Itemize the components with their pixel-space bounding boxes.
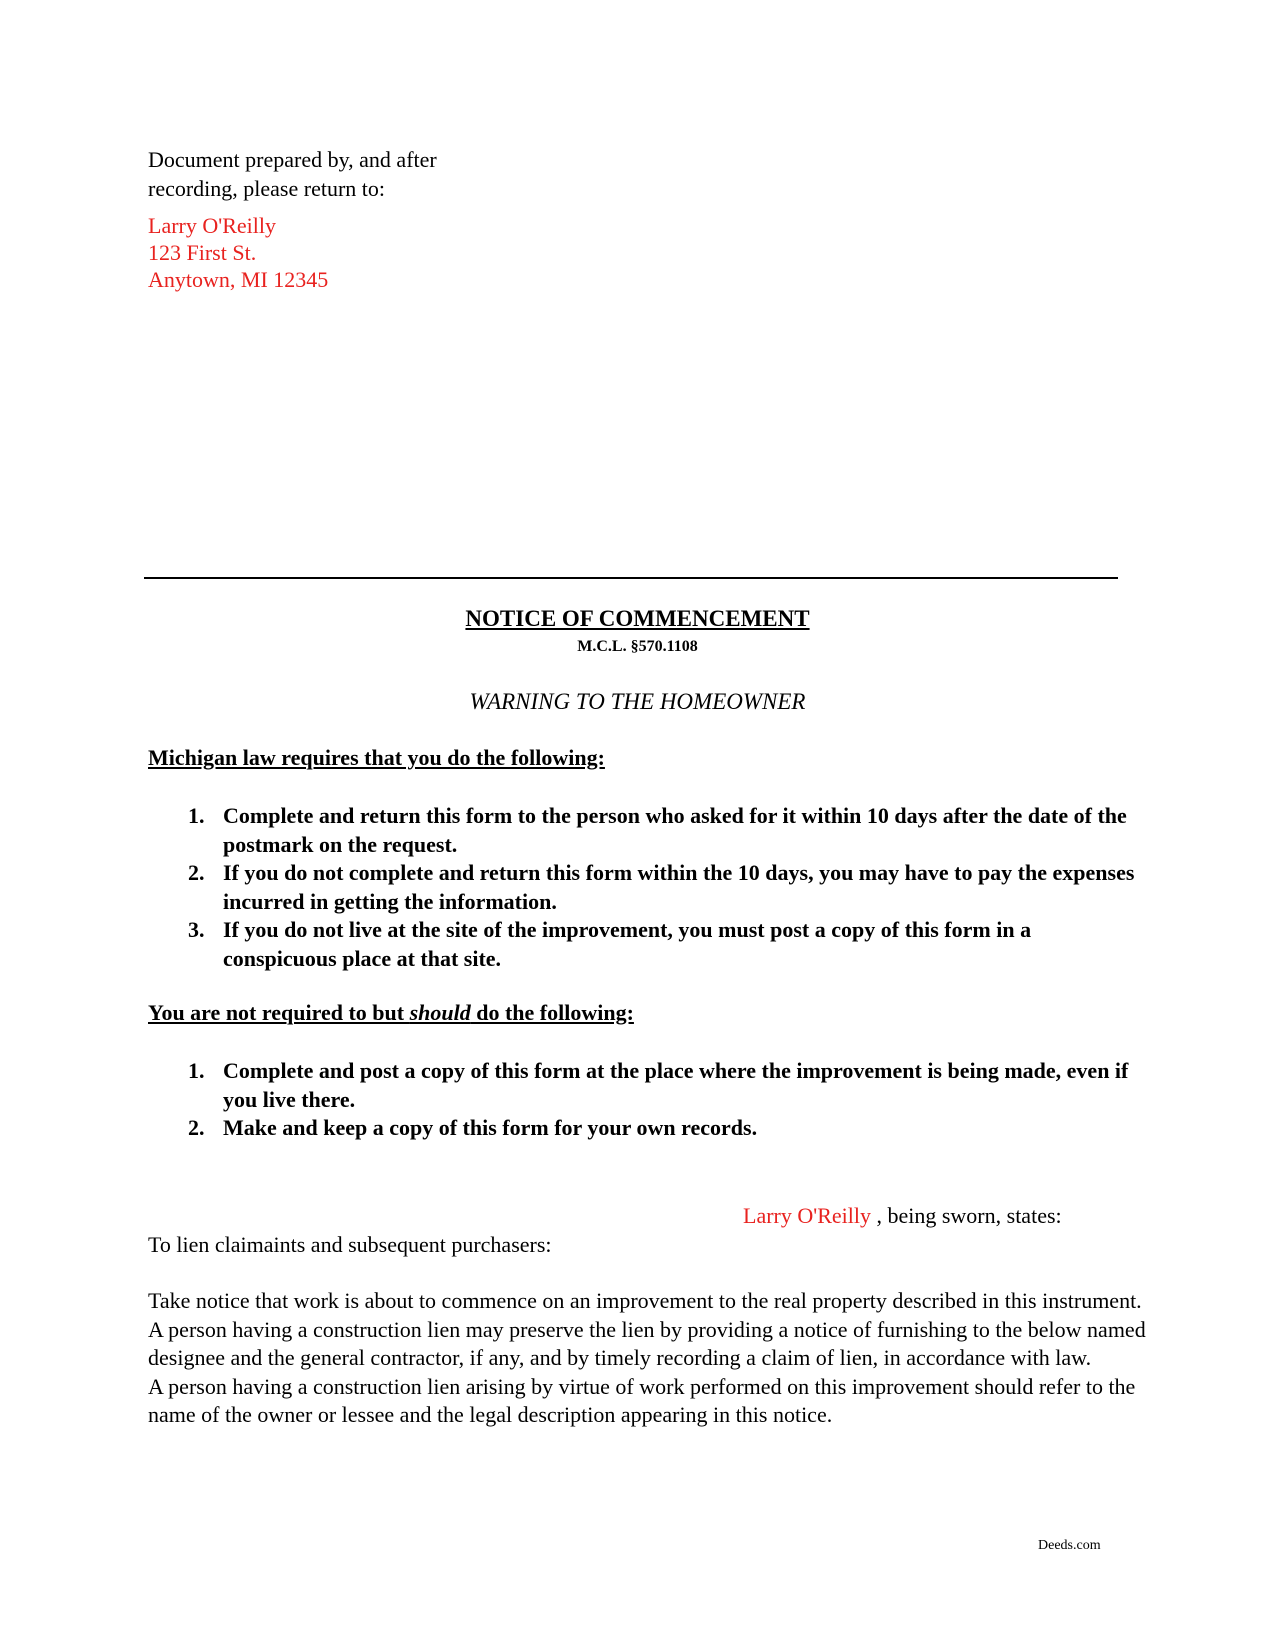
notice-paragraph: Take notice that work is about to commence on an improvement to the real property described in this instrument. A person having a construction lien may preserve the lien by providing a notice of furnishing to the below named designee and the general contractor, if any, and by timely recording a claim of lien, in accordance with law. (148, 1288, 1146, 1370)
return-name: Larry O'Reilly (148, 213, 276, 238)
statute-citation: M.C.L. §570.1108 (577, 638, 698, 655)
affiant-name: Larry O'Reilly (743, 1203, 871, 1228)
footer-brand: Deeds.com (1038, 1538, 1101, 1553)
list-text: If you do not live at the site of the improvement, you must post a copy of this form in a conspicuous place at that site. (223, 917, 1032, 971)
list-number: 2. (188, 1115, 205, 1140)
list-item (180, 1057, 1140, 1114)
list-number: 3. (188, 917, 205, 942)
recommended-heading (148, 1000, 634, 1026)
list-text: If you do not complete and return this form within the 10 days, you may have to pay the expenses incurred in getting the information. (223, 860, 1135, 914)
sworn-statement (743, 1203, 1062, 1229)
recommended-heading-start: You are not required to but (148, 1000, 410, 1025)
prepared-by-text: Document prepared by, and after recording, please return to: (148, 147, 437, 201)
return-address (148, 212, 328, 293)
recommended-heading-end: do the following: (470, 1000, 634, 1025)
list-number: 1. (188, 1058, 205, 1083)
list-item (180, 802, 1140, 859)
list-text: Make and keep a copy of this form for your own records. (223, 1115, 758, 1140)
list-text: Complete and return this form to the person who asked for it within 10 days after the date of the postmark on the request. (223, 803, 1127, 857)
required-list (180, 802, 1140, 973)
homeowner-warning: WARNING TO THE HOMEOWNER (469, 689, 806, 714)
list-item (180, 1114, 1140, 1143)
list-number: 1. (188, 803, 205, 828)
list-item (180, 859, 1140, 916)
notice-body (148, 1287, 1148, 1430)
sworn-suffix: , being sworn, states: (870, 1203, 1062, 1228)
addressee-line: To lien claimaints and subsequent purchasers: (148, 1232, 552, 1257)
document-title-text: NOTICE OF COMMENCEMENT (465, 606, 810, 631)
required-heading: Michigan law requires that you do the following: (148, 745, 605, 770)
list-item (180, 916, 1140, 973)
list-number: 2. (188, 860, 205, 885)
list-text: Complete and post a copy of this form at the place where the improvement is being made, even if you live there. (223, 1058, 1129, 1112)
return-street: 123 First St. (148, 240, 257, 265)
document-title (0, 606, 1275, 632)
return-city: Anytown, MI 12345 (148, 267, 329, 292)
recording-divider (144, 577, 1118, 579)
recommended-heading-emphasis: should (409, 1000, 471, 1025)
recommended-list (180, 1057, 1140, 1143)
notice-paragraph: A person having a construction lien arising by virtue of work performed on this improvement should refer to the name of the owner or lessee and the legal description appearing in this notice. (148, 1373, 1136, 1427)
